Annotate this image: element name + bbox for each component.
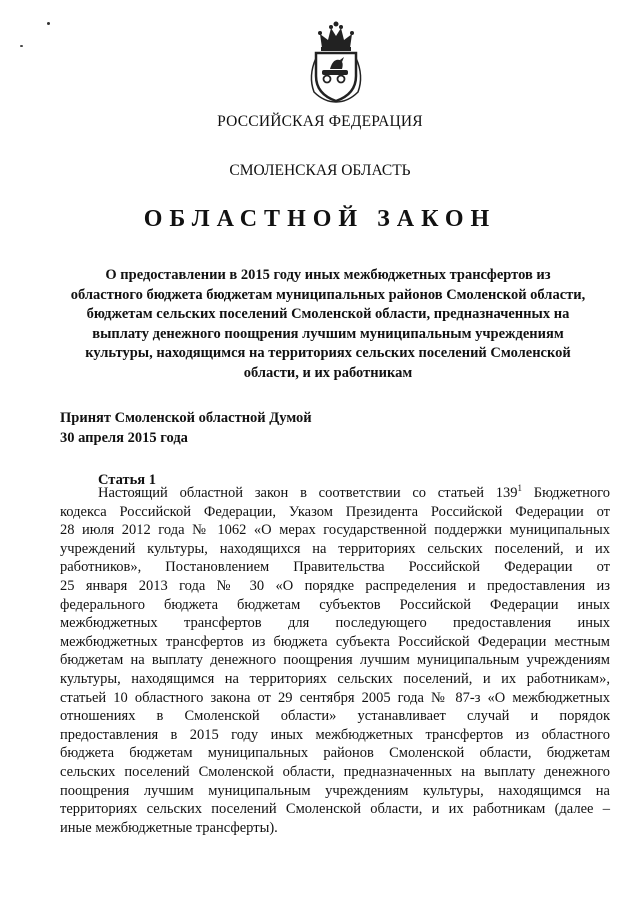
law-title-line: выплату денежного поощрения лучшим муниципальным учреждениям	[92, 325, 564, 342]
article-heading: Статья 1	[98, 472, 156, 488]
scan-speck	[20, 45, 23, 47]
article-text: Бюджетного	[521, 485, 610, 501]
article-line: предоставления в 2015 году иных межбюджетных трансфертов из областного	[60, 726, 610, 743]
region-name: СМОЛЕНСКАЯ ОБЛАСТЬ	[229, 162, 411, 179]
article-line: культуры, находящимся на территориях сельских поселений, и их работникам»,	[60, 670, 610, 687]
article-line: бюджетам на выплату денежного поощрения лучшим муниципальным учреждениям	[60, 652, 610, 669]
article-line: территориях сельских поселений Смоленской области, и их работникам (далее –	[60, 801, 610, 818]
scan-speck	[47, 22, 50, 25]
article-line: кодекса Российской Федерации, Указом Президента Российской Федерации от	[60, 503, 610, 520]
article-line: межбюджетных трансфертов из бюджета субъекта Российской Федерации местным	[60, 633, 610, 650]
article-line: бюджета бюджетам муниципальных районов Смоленской области, бюджетам	[60, 745, 610, 762]
article-body	[60, 484, 610, 837]
article-line: сельских поселений Смоленской области, предназначенных на выплату денежного	[60, 763, 610, 780]
law-title-line: бюджетам сельских поселений Смоленской области, предназначенных на	[86, 306, 570, 322]
article-line: 25 января 2013 года № 30 «О порядке распределения и предоставления из	[60, 577, 610, 594]
article-line	[60, 484, 610, 503]
adopted-date: 30 апреля 2015 года	[60, 429, 188, 446]
superscript: 1	[517, 483, 522, 494]
law-title-line: О предоставлении в 2015 году иных межбюджетных трансфертов из	[105, 267, 551, 283]
law-title	[64, 266, 592, 383]
article-line: учреждений культуры, находящихся на территориях сельских поселений, и их	[60, 540, 610, 557]
adopted-by: Принят Смоленской областной Думой	[60, 410, 312, 426]
article-line: иные межбюджетные трансферты).	[60, 819, 278, 836]
article-line: межбюджетных трансфертов для последующего предоставления иных	[60, 615, 610, 632]
article-line: 28 июля 2012 года № 1062 «О мерах государственной поддержки муниципальных	[60, 522, 610, 539]
article-line: отношениях в Смоленской области» устанавливает случай и порядок	[60, 708, 610, 725]
law-title-line: культуры, находящимся на территориях сельских поселений Смоленской	[85, 345, 571, 361]
article-line: поощрения лучшим муниципальным учреждениям культуры, находящимся на	[60, 782, 610, 799]
article-line: работников», Постановлением Правительства Российской Федерации от	[60, 559, 610, 576]
article-line: федерального бюджета бюджетам субъектов Российской Федерации иных	[60, 596, 610, 613]
law-title-line: областного бюджета бюджетам муниципальных районов Смоленской области,	[70, 286, 586, 303]
coat-of-arms-icon	[300, 18, 372, 104]
article-line: статьей 10 областного закона от 29 сентября 2005 года № 87-з «О межбюджетных	[60, 689, 610, 706]
law-title-line: области, и их работникам	[243, 364, 413, 381]
document-type: ОБЛАСТНОЙ ЗАКОН	[143, 206, 497, 232]
article-text: Настоящий областной закон в соответствии со статьей 139	[98, 485, 518, 501]
country-name: РОССИЙСКАЯ ФЕДЕРАЦИЯ	[217, 113, 423, 130]
adoption-info	[60, 409, 312, 448]
